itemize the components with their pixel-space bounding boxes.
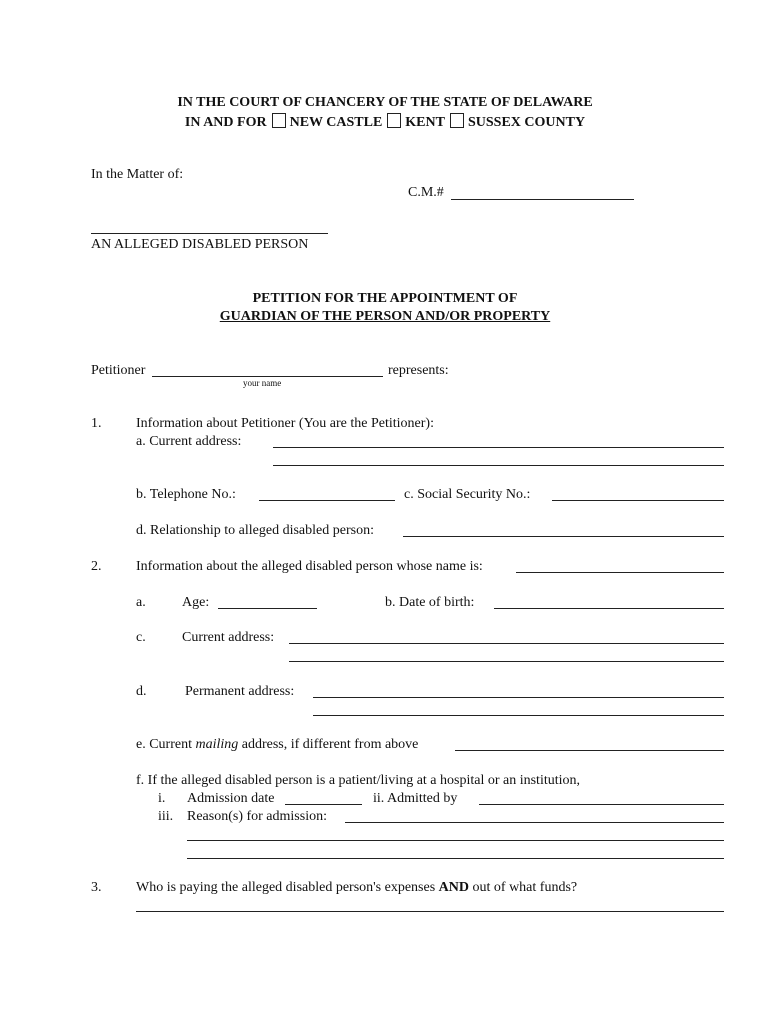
represents-label: represents: <box>388 363 449 378</box>
your-name-hint: your name <box>243 378 282 388</box>
expenses-question-pre: Who is paying the alleged disabled person's expenses <box>136 880 439 895</box>
expenses-question-post: out of what funds? <box>469 880 578 895</box>
petitioner-address-field-2[interactable] <box>273 465 724 466</box>
mailing-label-pre: e. Current <box>136 737 196 752</box>
expenses-answer-field[interactable] <box>136 911 724 912</box>
admitted-by-label: ii. Admitted by <box>373 791 458 806</box>
admission-reasons-field-1[interactable] <box>345 822 724 823</box>
mailing-address-label <box>136 737 418 753</box>
mailing-label-emphasis: mailing <box>195 737 239 752</box>
ssn-field[interactable] <box>552 500 724 501</box>
petition-title-line2: GUARDIAN OF THE PERSON AND/OR PROPERTY <box>219 309 551 324</box>
county-selection-line <box>0 113 770 131</box>
dob-field[interactable] <box>494 608 724 609</box>
admission-date-label: Admission date <box>187 791 275 806</box>
petitioner-name-field[interactable] <box>152 376 383 377</box>
county-kent-label: KENT <box>405 115 445 130</box>
cm-number-field[interactable] <box>451 199 634 200</box>
disabled-current-address-label: Current address: <box>182 630 275 645</box>
item-a-marker: a. <box>136 595 146 610</box>
relationship-label: d. Relationship to alleged disabled person: <box>136 523 374 538</box>
item-i-marker: i. <box>158 791 166 806</box>
section2-heading: Information about the alleged disabled person whose name is: <box>136 559 483 574</box>
item-iii-marker: iii. <box>158 809 174 824</box>
admission-reasons-label: Reason(s) for admission: <box>187 809 327 824</box>
relationship-field[interactable] <box>403 536 724 537</box>
admission-date-field[interactable] <box>285 804 362 805</box>
disabled-person-name-field[interactable] <box>91 233 328 234</box>
petition-title-line1: PETITION FOR THE APPOINTMENT OF <box>252 291 518 306</box>
checkbox-sussex[interactable] <box>450 113 464 128</box>
admission-reasons-field-3[interactable] <box>187 858 724 859</box>
institution-question: f. If the alleged disabled person is a patient/living at a hospital or an institution, <box>136 773 581 788</box>
petitioner-label: Petitioner <box>91 363 146 378</box>
admission-reasons-field-2[interactable] <box>187 840 724 841</box>
expenses-question <box>136 880 577 896</box>
petitioner-current-address-label: a. Current address: <box>136 434 242 449</box>
matter-label: In the Matter of: <box>91 167 184 182</box>
disabled-person-name-field-2[interactable] <box>516 572 724 573</box>
ssn-label: c. Social Security No.: <box>404 487 531 502</box>
mailing-address-field[interactable] <box>455 750 724 751</box>
in-and-for-label: IN AND FOR <box>184 115 267 130</box>
expenses-question-bold: AND <box>438 880 470 895</box>
section3-number: 3. <box>91 880 102 895</box>
alleged-disabled-person-caption: AN ALLEGED DISABLED PERSON <box>91 237 309 252</box>
item-d-marker: d. <box>136 684 147 699</box>
telephone-label: b. Telephone No.: <box>136 487 236 502</box>
mailing-label-post: address, if different from above <box>238 737 419 752</box>
county-new-castle-label: NEW CASTLE <box>289 115 383 130</box>
petitioner-address-field-1[interactable] <box>273 447 724 448</box>
admitted-by-field[interactable] <box>479 804 724 805</box>
cm-number-label: C.M.# <box>408 185 444 200</box>
age-label: Age: <box>182 595 210 610</box>
section1-number: 1. <box>91 416 102 431</box>
section2-number: 2. <box>91 559 102 574</box>
dob-label: b. Date of birth: <box>385 595 475 610</box>
age-field[interactable] <box>218 608 317 609</box>
court-heading: IN THE COURT OF CHANCERY OF THE STATE OF DELAWARE <box>177 95 593 110</box>
checkbox-new-castle[interactable] <box>272 113 286 128</box>
permanent-address-label: Permanent address: <box>185 684 295 699</box>
item-c-marker: c. <box>136 630 146 645</box>
telephone-field[interactable] <box>259 500 395 501</box>
county-sussex-label: SUSSEX COUNTY <box>467 115 586 130</box>
permanent-address-field-2[interactable] <box>313 715 724 716</box>
checkbox-kent[interactable] <box>387 113 401 128</box>
section1-heading: Information about Petitioner (You are the Petitioner): <box>136 416 434 431</box>
disabled-current-address-field-2[interactable] <box>289 661 724 662</box>
disabled-current-address-field-1[interactable] <box>289 643 724 644</box>
permanent-address-field-1[interactable] <box>313 697 724 698</box>
